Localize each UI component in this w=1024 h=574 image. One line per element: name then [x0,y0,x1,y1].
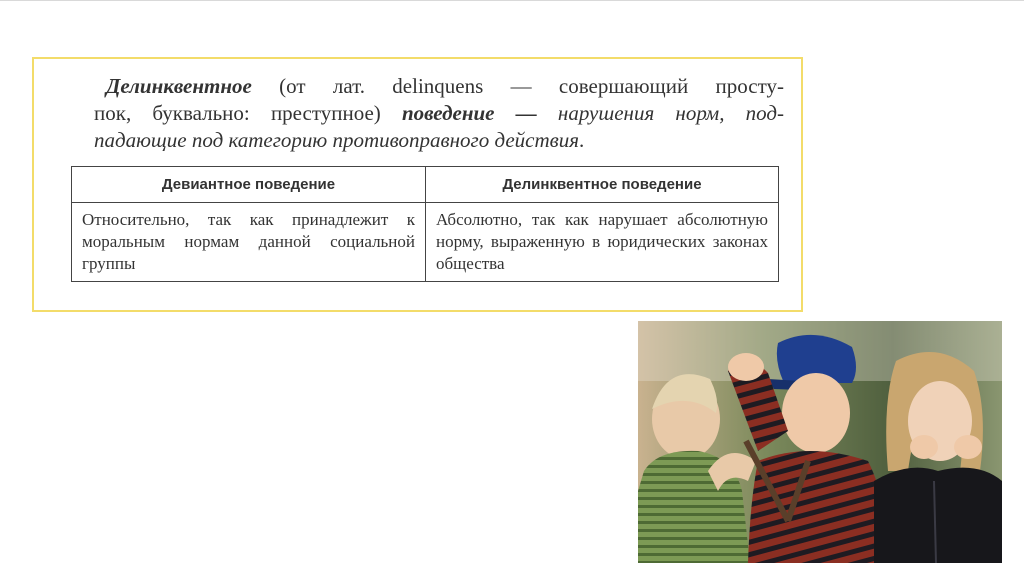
table-row [72,203,779,282]
definition-line-3-end: . [579,128,585,152]
behavior-term: поведение — [402,101,537,125]
table-header-row [72,167,779,203]
definition-line-2-text: пок, буквально: преступное) [94,101,402,125]
definition-line-3 [94,127,784,154]
etymology-open: (от лат. [251,74,393,98]
latin-word: delinquens [392,74,484,98]
etymology-rest: — совершающий просту- [483,74,784,98]
definition-term: Делинквентное [106,74,252,98]
children-photo-illustration [638,321,1002,563]
cell-deviant: Относительно, так как принадлежит к моральным нормам данной социальной группы [72,203,426,282]
definition-line-3-italic: падающие под категорию противоправного действия [94,128,580,152]
children-photo [638,321,1002,563]
top-divider [0,0,1024,1]
definition-line-2 [94,100,784,127]
definition-box [32,57,803,312]
comparison-table [71,166,779,282]
cell-delinquent: Абсолютно, так как нарушает абсолютную норму, выраженную в юридических законах общества [426,203,779,282]
header-delinquent: Делинквентное поведение [426,167,779,203]
definition-text [94,73,784,154]
definition-line-2-italic: нарушения норм, под- [536,101,784,125]
header-deviant: Девиантное поведение [72,167,426,203]
definition-line-1 [94,73,784,100]
